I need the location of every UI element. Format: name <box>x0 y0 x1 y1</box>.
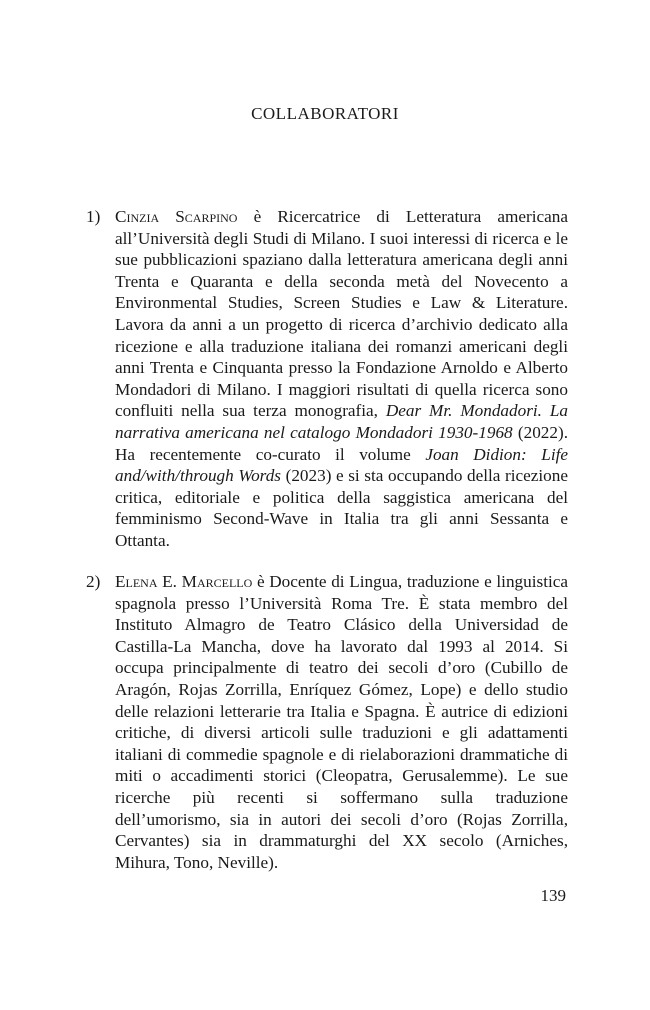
author-first-name: Cinzia <box>115 207 160 226</box>
entry-number: 1) <box>86 207 101 226</box>
contributor-entry <box>86 206 568 552</box>
bio-text: (2023) e si sta occupando della ricezione critica, editoriale e politica della saggistica americana del femminismo Second-Wave in Italia tra gli anni Sessanta e Ottanta. <box>115 466 568 550</box>
book-title: Joan Didion: Life and/with/through Words <box>115 444 568 486</box>
bio-text: è Ricercatrice di Letteratura americana all’Università degli Studi di Milano. I suoi interessi di ricerca e le sue pubblicazioni spaziano dalla letteratura americana degli anni Trenta e Quaranta e della seconda metà del Novecento a Environmental Studies, Screen Studies e Law & Literature. Lavora da anni a un progetto di ricerca d’archivio dedicato alla ricezione e alla traduzione italiana dei romanzi americani degli anni Trenta e Cinquanta presso la Fondazione Arnoldo e Alberto Mondadori di Milano. I maggiori risultati di quella ricerca sono confluiti nella sua terza monografia, <box>115 207 568 421</box>
author-first-name: Elena E. <box>115 572 177 591</box>
author-last-name: Marcello <box>181 572 253 591</box>
bio-text: (2022). Ha recentemente co-curato il volume <box>115 422 569 464</box>
page-title: COLLABORATORI <box>251 104 399 123</box>
entry-number: 2) <box>86 572 101 591</box>
entry-text <box>115 206 568 552</box>
book-title: Dear Mr. Mondadori. La narrativa americana nel catalogo Mondadori 1930-1968 <box>115 401 569 442</box>
page-number: 139 <box>540 886 566 905</box>
entry-text <box>115 571 568 873</box>
contributor-entry <box>86 571 568 873</box>
author-last-name: Scarpino <box>175 207 238 226</box>
bio-text: è Docente di Lingua, traduzione e linguistica spagnola presso l’Università Roma Tre. È stata membro del Instituto Almagro de Teatro Clásico della Universidad de Castilla-La Mancha, dove ha lavorato dal 1993 al 2014. Si occupa principalmente di teatro dei secoli d’oro (Cubillo de Aragón, Rojas Zorrilla, Enríquez Gómez, Lope) e dello studio delle relazioni letterarie tra Italia e Spagna. È autrice di edizioni critiche, di diversi articoli sulle traduzioni e gli adattamenti italiani di commedie spagnole e di rielaborazioni drammatiche di miti o accadimenti storici (Cleopatra, Gerusalemme). Le sue ricerche più recenti si soffermano sulla traduzione dell’umorismo, sia in autori dei secoli d’oro (Rojas Zorrilla, Cervantes) sia in drammaturghi del XX secolo (Arniches, Mihura, Tono, Neville). <box>115 572 569 872</box>
